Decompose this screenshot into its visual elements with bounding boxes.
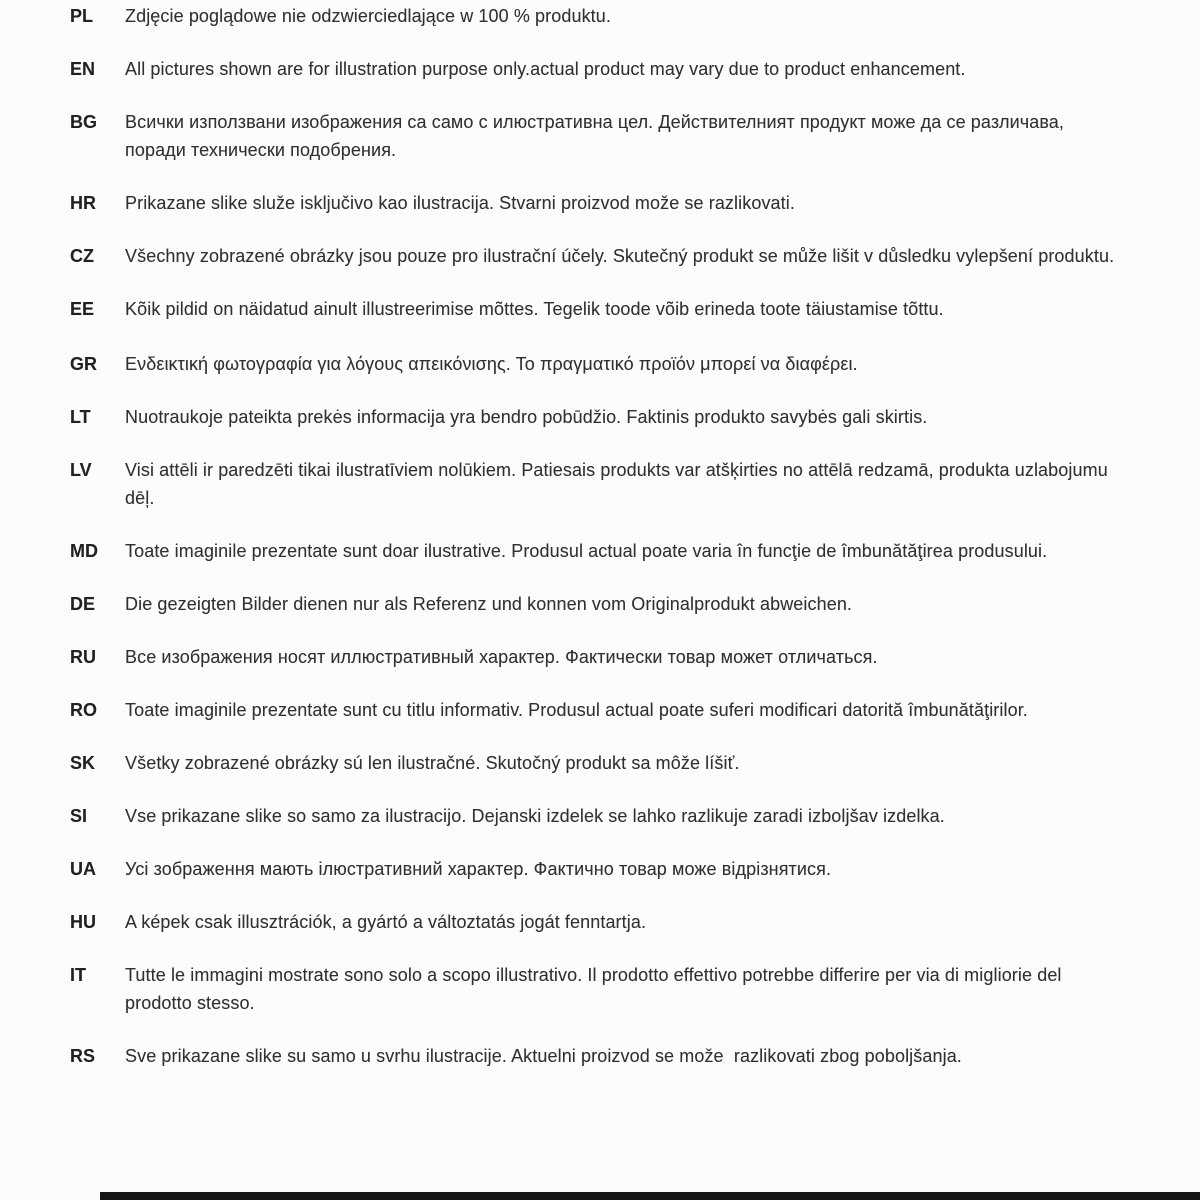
disclaimer-row: [70, 295, 1115, 323]
disclaimer-row: [70, 403, 1115, 431]
language-code: CZ: [70, 246, 94, 266]
disclaimer-row: [70, 350, 1115, 378]
disclaimer-row: [70, 961, 1115, 1017]
language-code: BG: [70, 112, 97, 132]
disclaimer-row: [70, 802, 1115, 830]
disclaimer-text: Vse prikazane slike so samo za ilustracijo. Dejanski izdelek se lahko razlikuje zaradi izboljšav izdelka.: [125, 806, 945, 826]
disclaimer-row: [70, 456, 1115, 512]
disclaimer-row: [70, 1042, 1115, 1070]
disclaimer-row: [70, 643, 1115, 671]
disclaimer-text: Nuotraukoje pateikta prekės informacija yra bendro pobūdžio. Faktinis produkto savybės gali skirtis.: [125, 407, 928, 427]
language-code: RO: [70, 700, 97, 720]
disclaimer-row: [70, 749, 1115, 777]
language-code: RU: [70, 647, 96, 667]
disclaimer-row: [70, 855, 1115, 883]
disclaimer-document: [70, 2, 1115, 1095]
language-code: HR: [70, 193, 96, 213]
disclaimer-text: All pictures shown are for illustration purpose only.actual product may vary due to product enhancement.: [125, 59, 966, 79]
language-code: EN: [70, 59, 96, 79]
language-code: EE: [70, 299, 95, 319]
disclaimer-text: Prikazane slike služe isključivo kao ilustracija. Stvarni proizvod može se razlikovati.: [125, 193, 795, 213]
language-code: PL: [70, 6, 94, 26]
language-code: MD: [70, 541, 98, 561]
language-code: SI: [70, 806, 88, 826]
disclaimer-text: Die gezeigten Bilder dienen nur als Referenz und konnen vom Originalprodukt abweichen.: [125, 594, 853, 614]
disclaimer-text: Sve prikazane slike su samo u svrhu ilustracije. Aktuelni proizvod se može razlikovati zbog poboljšanja.: [125, 1046, 962, 1066]
language-code: DE: [70, 594, 96, 614]
disclaimer-row: [70, 108, 1115, 164]
disclaimer-text: Усі зображення мають ілюстративний характер. Фактично товар може відрізнятися.: [125, 859, 832, 879]
disclaimer-row: [70, 2, 1115, 30]
disclaimer-row: [70, 696, 1115, 724]
language-code: IT: [70, 965, 86, 985]
language-code: LV: [70, 460, 92, 480]
disclaimer-text: Tutte le immagini mostrate sono solo a scopo illustrativo. Il prodotto effettivo potrebbe differire per via di migliorie del prodotto stesso.: [125, 965, 1067, 1013]
language-code: GR: [70, 354, 97, 374]
disclaimer-row: [70, 242, 1115, 270]
disclaimer-row: [70, 908, 1115, 936]
disclaimer-text: Все изображения носят иллюстративный характер. Фактически товар может отличаться.: [125, 647, 878, 667]
disclaimer-text: Visi attēli ir paredzēti tikai ilustratīviem nolūkiem. Patiesais produkts var atšķirties no attēlā redzamā, produkta uzlabojumu dēļ.: [125, 460, 1113, 508]
disclaimer-text: Toate imaginile prezentate sunt doar ilustrative. Produsul actual poate varia în funcţie de îmbunătăţirea produsului.: [125, 541, 1048, 561]
language-code: SK: [70, 753, 96, 773]
disclaimer-row: [70, 55, 1115, 83]
disclaimer-text: Всички използвани изображения са само с илюстративна цел. Действителният продукт може да се различава, поради технически подобрения.: [125, 112, 1070, 160]
scan-edge-bar: [100, 1192, 1200, 1200]
disclaimer-row: [70, 590, 1115, 618]
disclaimer-row: [70, 537, 1115, 565]
language-code: HU: [70, 912, 96, 932]
disclaimer-text: Zdjęcie poglądowe nie odzwierciedlające w 100 % produktu.: [125, 6, 611, 26]
disclaimer-text: Kõik pildid on näidatud ainult illustreerimise mõttes. Tegelik toode võib erineda toote täiustamise tõttu.: [125, 299, 944, 319]
language-code: UA: [70, 859, 96, 879]
disclaimer-text: Všetky zobrazené obrázky sú len ilustračné. Skutočný produkt sa môže líšiť.: [125, 753, 740, 773]
disclaimer-text: A képek csak illusztrációk, a gyártó a változtatás jogát fenntartja.: [125, 912, 647, 932]
language-code: RS: [70, 1046, 96, 1066]
language-code: LT: [70, 407, 91, 427]
disclaimer-text: Ενδεικτική φωτογραφία για λόγους απεικόνισης. Το πραγματικό προϊόν μπορεί να διαφέρει.: [125, 354, 858, 374]
disclaimer-row: [70, 189, 1115, 217]
disclaimer-text: Všechny zobrazené obrázky jsou pouze pro ilustrační účely. Skutečný produkt se může lišit v důsledku vylepšení produktu.: [125, 246, 1115, 266]
disclaimer-text: Toate imaginile prezentate sunt cu titlu informativ. Produsul actual poate suferi modificari datorită îmbunătăţirilor.: [125, 700, 1028, 720]
